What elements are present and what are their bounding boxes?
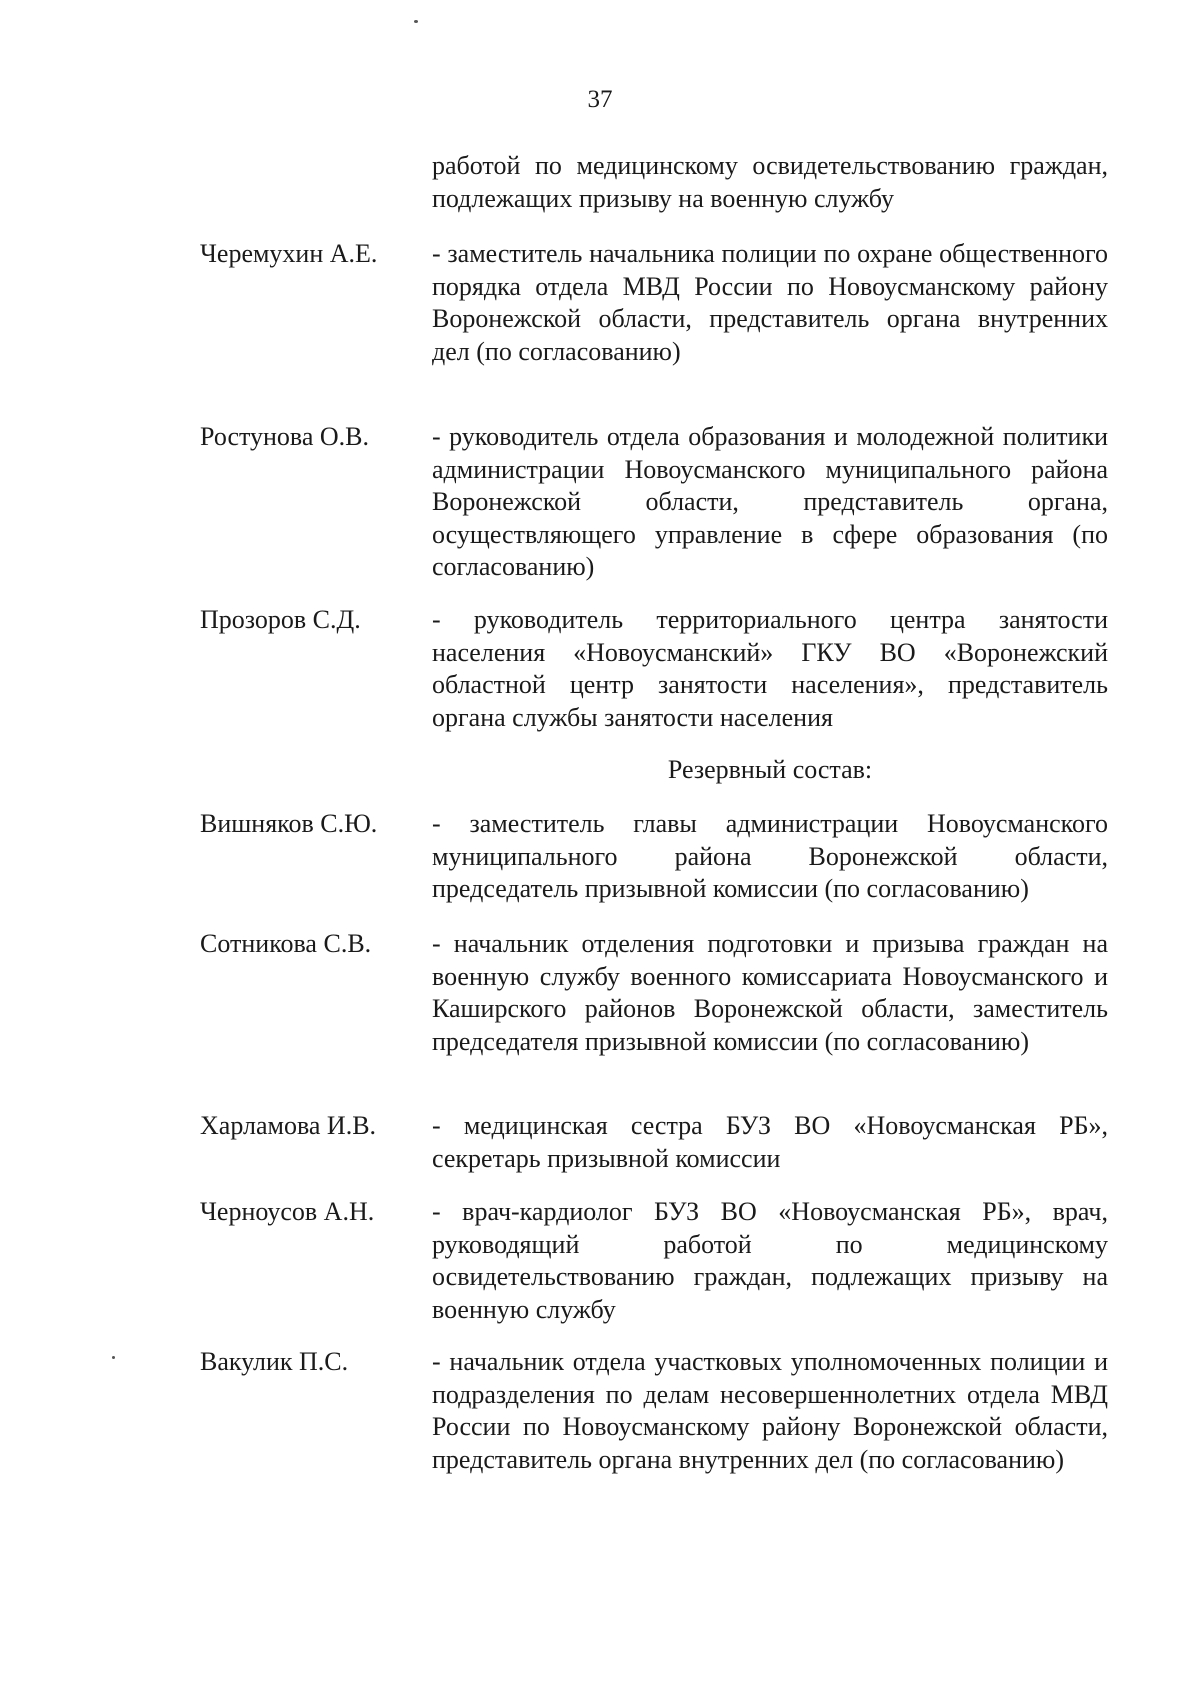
member-name: Ростунова О.В. xyxy=(200,422,370,451)
reserve-section-title: Резервный состав: xyxy=(667,755,873,784)
member-description: - руководитель отдела образования и молодежной политики администрации Новоусманского муниципального района Воронежской области, представитель органа, осуществляющего управление в сфере образования (по согласованию) xyxy=(432,422,1108,581)
member-description: - начальник отдела участковых уполномоченных полиции и подразделения по делам несовершеннолетних отдела МВД России по Новоусманскому району Воронежской области, представитель органа внутренних дел (по согласованию) xyxy=(432,1347,1108,1474)
member-name: Вишняков С.Ю. xyxy=(200,809,378,838)
page-number: 37 xyxy=(587,86,613,113)
member-description: - руководитель территориального центра занятости населения «Новоусманский» ГКУ ВО «Воронежский областной центр занятости населения», представитель органа службы занятости населения xyxy=(432,605,1108,732)
scan-speck xyxy=(414,20,418,23)
scan-speck xyxy=(112,1356,115,1359)
member-name: Черноусов А.Н. xyxy=(200,1197,375,1226)
member-description: - врач-кардиолог БУЗ ВО «Новоусманская РБ», врач, руководящий работой по медицинскому освидетельствованию граждан, подлежащих призыву на военную службу xyxy=(432,1197,1108,1324)
member-name: Харламова И.В. xyxy=(200,1111,377,1140)
member-name: Вакулик П.С. xyxy=(200,1347,349,1376)
member-description: - заместитель начальника полиции по охране общественного порядка отдела МВД России по Новоусманскому району Воронежской области, представитель органа внутренних дел (по согласованию) xyxy=(432,239,1108,366)
member-description: - медицинская сестра БУЗ ВО «Новоусманская РБ», секретарь призывной комиссии xyxy=(432,1111,1108,1173)
member-name: Сотникова С.В. xyxy=(200,929,372,958)
member-name: Черемухин А.Е. xyxy=(200,239,378,268)
member-description: - начальник отделения подготовки и призыва граждан на военную службу военного комиссариата Новоусманского и Каширского районов Воронежской области, заместитель председателя призывной комиссии (по согласованию) xyxy=(432,929,1108,1056)
member-description: - заместитель главы администрации Новоусманского муниципального района Воронежской области, председатель призывной комиссии (по согласованию) xyxy=(432,809,1108,903)
member-name: Прозоров С.Д. xyxy=(200,605,361,634)
intro-text: работой по медицинскому освидетельствованию граждан, подлежащих призыву на военную службу xyxy=(432,151,1108,213)
